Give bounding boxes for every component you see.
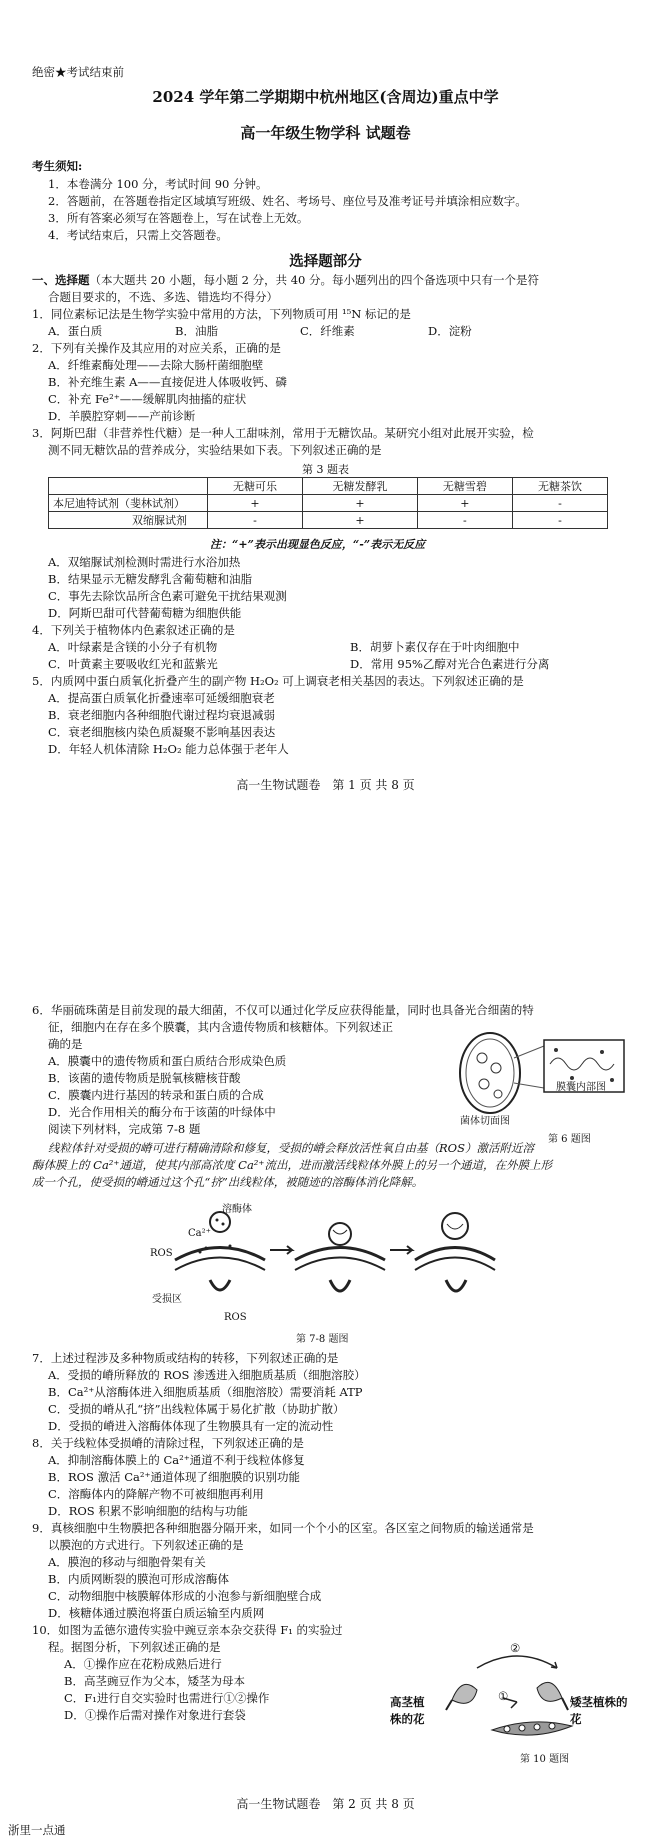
arrow-icon xyxy=(390,1246,412,1254)
q6-stem-cont: 确的是 xyxy=(48,1037,83,1051)
q9-stem-cont: 以膜泡的方式进行。下列叙述正确的是 xyxy=(48,1538,244,1552)
q10-option-b: B．高茎豌豆作为父本，矮茎为母本 xyxy=(64,1674,245,1688)
q8-option-d: D．ROS 积累不影响细胞的结构与功能 xyxy=(48,1504,248,1518)
passage-line: 酶体膜上的 Ca²⁺通道，使其内部高浓度 Ca²⁺流出，进而激活线粒体外膜上的另一个通道，在外膜上形 xyxy=(32,1158,552,1172)
exam-title-subject: 高一年级生物学科 试题卷 xyxy=(240,124,411,142)
q8-option-c: C．溶酶体内的降解产物不可被细胞再利用 xyxy=(48,1487,264,1501)
page-footer-2: 高一生物试题卷 第 2 页 共 8 页 xyxy=(236,1797,415,1811)
q1-option-b: B．油脂 xyxy=(175,324,218,338)
q7-option-d: D．受损的嵴进入溶酶体体现了生物膜具有一定的流动性 xyxy=(48,1419,334,1433)
q6-option-c: C．膜囊内进行基因的转录和蛋白质的合成 xyxy=(48,1088,264,1102)
q6-option-b: B．该菌的遗传物质是脱氧核糖核苷酸 xyxy=(48,1071,241,1085)
q5-option-c: C．衰老细胞核内染色质凝聚不影响基因表达 xyxy=(48,725,276,739)
flower-tall-icon xyxy=(452,1684,477,1703)
q2-option-c: C．补充 Fe²⁺——缓解肌肉抽搐的症状 xyxy=(48,392,247,406)
table-cell: + xyxy=(303,495,418,512)
table-cell: - xyxy=(208,512,303,529)
q5-stem: 5．内质网中蛋白质氧化折叠产生的副产物 H₂O₂ 可上调衰老相关基因的表达。下列叙述正确的是 xyxy=(32,674,524,688)
q6-stem-cont: 征，细胞内在存在多个膜囊，其内含遗传物质和核糖体。下列叙述正 xyxy=(48,1020,393,1034)
vesicle-icon xyxy=(477,1053,487,1063)
q10-stem-cont: 程。据图分析，下列叙述正确的是 xyxy=(48,1640,221,1654)
notice-heading: 考生须知: xyxy=(32,159,83,173)
q10-fig-label-2: ② xyxy=(510,1641,521,1655)
table-cell: - xyxy=(512,512,607,529)
q10-stem: 10．如图为孟德尔遗传实验中豌豆亲本杂交获得 F₁ 的实验过 xyxy=(32,1623,343,1637)
q4-option-d: D．常用 95%乙醇对光合色素进行分离 xyxy=(350,657,550,671)
q7-8-mitochondria-figure xyxy=(170,1200,500,1325)
q9-option-a: A．膜泡的移动与细胞骨架有关 xyxy=(48,1555,206,1569)
notice-item: 4．考试结束后，只需上交答题卷。 xyxy=(48,228,228,242)
passage-line: 线粒体针对受损的嵴可进行精确清除和修复，受损的嵴会释放活性氧自由基（ROS）激活附近溶 xyxy=(48,1141,534,1155)
q6-option-a: A．膜囊中的遗传物质和蛋白质结合形成染色质 xyxy=(48,1054,287,1068)
notice-item: 2．答题前，在答题卷指定区域填写班级、姓名、考场号、座位号及准考证号并填涂相应数字。 xyxy=(48,194,527,208)
watermark: 浙里一点通 xyxy=(8,1823,66,1837)
ribosome-icon xyxy=(554,1048,558,1052)
ribosome-icon xyxy=(610,1078,614,1082)
q1-stem: 1．同位素标记法是生物学实验中常用的方法，下列物质可用 ¹⁵N 标记的是 xyxy=(32,307,411,321)
table-cell: 本尼迪特试剂（斐林试剂） xyxy=(49,495,208,512)
cell-outline-icon xyxy=(460,1033,520,1113)
q6-fig-label-cell: 菌体切面图 xyxy=(460,1116,510,1127)
q7-option-c: C．受损的嵴从孔“挤”出线粒体属于易化扩散（协助扩散） xyxy=(48,1402,345,1416)
q5-option-a: A．提高蛋白质氧化折叠速率可延缓细胞衰老 xyxy=(48,691,275,705)
q3-option-d: D．阿斯巴甜可代替葡萄糖为细胞供能 xyxy=(48,606,242,620)
vesicle-icon xyxy=(494,1090,502,1098)
table-header: 无糖雪碧 xyxy=(417,478,512,495)
q6-fig-label-inner: 膜囊内部图 xyxy=(556,1082,606,1093)
vesicle-icon xyxy=(491,1063,501,1073)
q2-option-b: B．补充维生素 A——直接促进人体吸收钙、磷 xyxy=(48,375,287,389)
section-intro-cont: 合题目要求的，不选、多选、错选均不得分） xyxy=(48,290,278,304)
q2-option-a: A．纤维素酶处理——去除大肠杆菌细胞壁 xyxy=(48,358,264,372)
table-row xyxy=(49,512,608,529)
q10-fig-label-short: 矮茎植株的花 xyxy=(570,1695,628,1726)
q8-option-b: B．ROS 激活 Ca²⁺通道体现了细胞膜的识别功能 xyxy=(48,1470,301,1484)
q9-option-b: B．内质网断裂的膜泡可形成溶酶体 xyxy=(48,1572,229,1586)
table-cell: - xyxy=(417,512,512,529)
fig-label-ca: Ca²⁺ xyxy=(188,1228,211,1239)
q8-option-a: A．抑制溶酶体膜上的 Ca²⁺通道不利于线粒体修复 xyxy=(48,1453,305,1467)
table-header: 无糖茶饮 xyxy=(512,478,607,495)
table-cell: + xyxy=(208,495,303,512)
q3-table-caption: 第 3 题表 xyxy=(302,463,349,476)
q2-stem: 2．下列有关操作及其应用的对应关系，正确的是 xyxy=(32,341,281,355)
q7-stem: 7．上述过程涉及多种物质或结构的转移，下列叙述正确的是 xyxy=(32,1351,339,1365)
q3-stem-cont: 测不同无糖饮品的营养成分，实验结果如下表。下列叙述正确的是 xyxy=(48,443,382,457)
q6-option-d: D．光合作用相关的酶分布于该菌的叶绿体中 xyxy=(48,1105,276,1119)
q5-option-d: D．年轻人机体清除 H₂O₂ 能力总体强于老年人 xyxy=(48,742,289,756)
q3-option-b: B．结果显示无糖发酵乳含葡萄糖和油脂 xyxy=(48,572,252,586)
table-cell: 双缩脲试剂 xyxy=(49,512,208,529)
q3-option-c: C．事先去除饮品所含色素可避免干扰结果观测 xyxy=(48,589,287,603)
table-header: 无糖发酵乳 xyxy=(303,478,418,495)
notice-item: 3．所有答案必须写在答题卷上，写在试卷上无效。 xyxy=(48,211,309,225)
section-title: 选择题部分 xyxy=(289,253,362,270)
q9-option-c: C．动物细胞中核膜解体形成的小泡参与新细胞壁合成 xyxy=(48,1589,322,1603)
q7-option-b: B．Ca²⁺从溶酶体进入细胞质基质（细胞溶胶）需要消耗 ATP xyxy=(48,1385,363,1399)
table-cell xyxy=(49,478,208,495)
q8-stem: 8．关于线粒体受损嵴的清除过程，下列叙述正确的是 xyxy=(32,1436,304,1450)
section-intro: 一、选择题（本大题共 20 小题，每小题 2 分，共 40 分。每小题列出的四个备选项中只有一个是符 xyxy=(32,273,540,287)
q1-option-a: A．蛋白质 xyxy=(48,324,103,338)
q5-option-b: B．衰老细胞内各种细胞代谢过程均衰退减弱 xyxy=(48,708,275,722)
q10-fig-label-1: ① xyxy=(498,1689,509,1703)
panel-1-icon xyxy=(175,1212,265,1290)
panel-2-icon xyxy=(295,1223,385,1291)
panel-3-icon xyxy=(415,1213,495,1291)
q6-stem: 6．华丽硫珠菌是目前发现的最大细菌，不仅可以通过化学反应获得能量，同时也具备光合细菌的特 xyxy=(32,1003,534,1017)
q10-fig-label-tall-1: 高茎植 株的花 xyxy=(390,1695,425,1726)
fig-label-ros: ROS xyxy=(150,1248,173,1259)
table-header: 无糖可乐 xyxy=(208,478,303,495)
q4-option-a: A．叶绿素是含镁的小分子有机物 xyxy=(48,640,218,654)
zoom-line-icon xyxy=(514,1046,544,1058)
vesicle-icon xyxy=(479,1079,489,1089)
q9-stem: 9．真核细胞中生物膜把各种细胞器分隔开来，如同一个个小的区室。各区室之间物质的输送通常是 xyxy=(32,1521,534,1535)
q4-stem: 4．下列关于植物体内色素叙述正确的是 xyxy=(32,623,235,637)
q10-option-a: A．①操作应在花粉成熟后进行 xyxy=(64,1657,222,1671)
q3-table xyxy=(48,477,608,529)
table-cell: + xyxy=(303,512,418,529)
q1-option-d: D．淀粉 xyxy=(428,324,472,338)
ribosome-icon xyxy=(600,1050,604,1054)
q3-table-note: 注：“+”表示出现显色反应，“-”表示无反应 xyxy=(210,538,426,551)
notice-item: 1．本卷满分 100 分，考试时间 90 分钟。 xyxy=(48,177,268,191)
q2-option-d: D．羊膜腔穿刺——产前诊断 xyxy=(48,409,196,423)
table-cell: + xyxy=(417,495,512,512)
page-footer-1: 高一生物试题卷 第 1 页 共 8 页 xyxy=(236,778,415,792)
fig-label-damaged: 受损区 xyxy=(152,1294,182,1305)
arrow-icon xyxy=(270,1246,292,1254)
q3-option-a: A．双缩脲试剂检测时需进行水浴加热 xyxy=(48,555,241,569)
fig-label-ros-2: ROS xyxy=(224,1312,247,1323)
q7-option-a: A．受损的嵴所释放的 ROS 渗透进入细胞质基质（细胞溶胶） xyxy=(48,1368,366,1382)
q3-stem: 3．阿斯巴甜（非营养性代糖）是一种人工甜味剂，常用于无糖饮品。某研究小组对此展开实验，检 xyxy=(32,426,534,440)
q10-option-c: C．F₁进行自交实验时也需进行①②操作 xyxy=(64,1691,270,1705)
q9-option-d: D．核糖体通过膜泡将蛋白质运输至内质网 xyxy=(48,1606,265,1620)
exam-title-school: 2024 学年第二学期期中杭州地区(含周边)重点中学 xyxy=(152,88,499,106)
fig-caption-7-8: 第 7-8 题图 xyxy=(296,1334,349,1345)
q6-fig-caption: 第 6 题图 xyxy=(548,1134,591,1145)
flower-short-icon xyxy=(537,1682,562,1701)
q10-fig-caption: 第 10 题图 xyxy=(520,1754,570,1765)
q4-option-c: C．叶黄素主要吸收红光和蓝紫光 xyxy=(48,657,218,671)
q1-option-c: C．纤维素 xyxy=(300,324,355,338)
passage-line: 成一个孔，使受损的嵴通过这个孔“挤”出线粒体，被随迹的溶酶体消化降解。 xyxy=(32,1175,424,1189)
q10-option-d: D．①操作后需对操作对象进行套袋 xyxy=(64,1708,246,1722)
secret-label: 绝密★考试结束前 xyxy=(32,65,124,79)
q4-option-b: B．胡萝卜素仅存在于叶肉细胞中 xyxy=(350,640,520,654)
passage-lead: 阅读下列材料，完成第 7-8 题 xyxy=(48,1122,201,1136)
table-row xyxy=(49,495,608,512)
table-row xyxy=(49,478,608,495)
fig-label-lysosome: 溶酶体 xyxy=(222,1204,252,1215)
dna-icon xyxy=(550,1058,614,1070)
transfer-arrow-icon xyxy=(477,1656,557,1668)
table-cell: - xyxy=(512,495,607,512)
cell-inner-icon xyxy=(466,1039,514,1107)
